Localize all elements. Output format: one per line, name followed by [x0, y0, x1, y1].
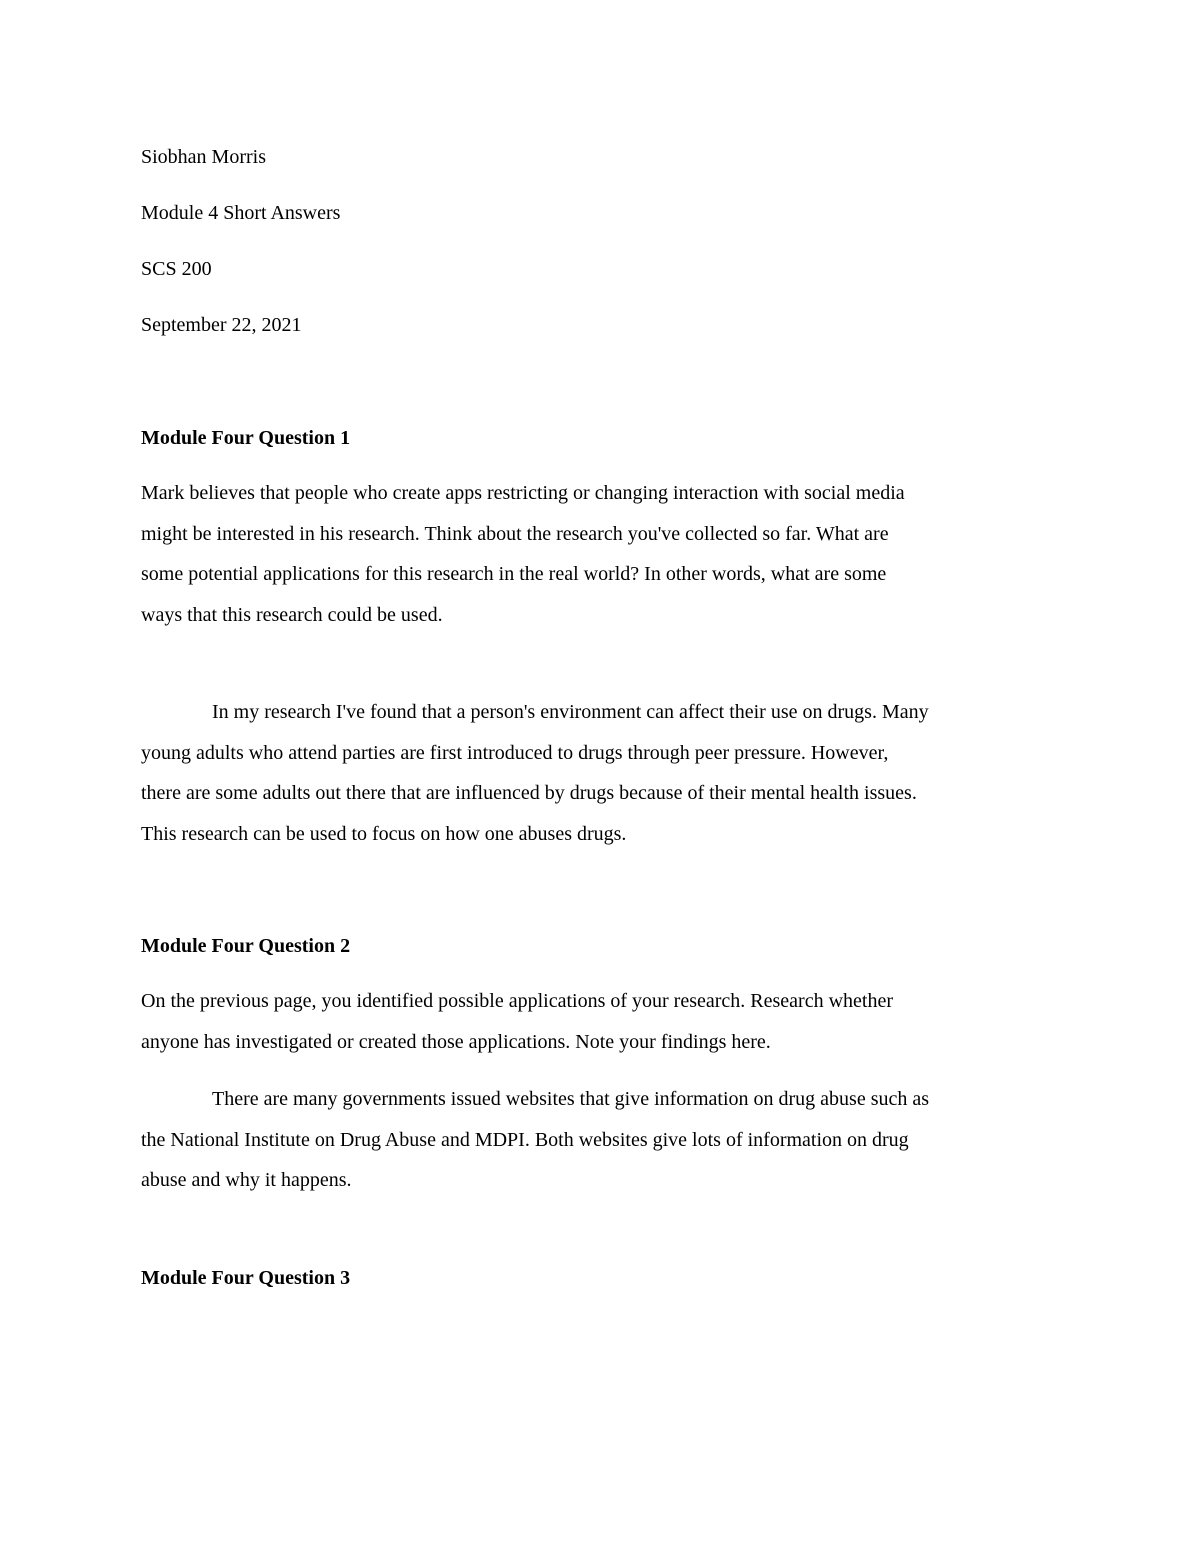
question-2-answer-line: the National Institute on Drug Abuse and MDPI. Both websites give lots of information on drug [141, 1128, 909, 1151]
question-3-heading: Module Four Question 3 [141, 1267, 351, 1289]
question-2-prompt [141, 981, 1061, 1062]
question-2-answer-line: abuse and why it happens. [141, 1169, 352, 1191]
question-1-prompt-line: Mark believes that people who create apps restricting or changing interaction with social media [141, 482, 905, 504]
question-1-prompt [141, 473, 1061, 635]
question-1-prompt-line: ways that this research could be used. [141, 603, 443, 626]
author-name: Siobhan Morris [141, 146, 266, 168]
question-1-answer [141, 692, 1061, 854]
question-2-heading: Module Four Question 2 [141, 935, 351, 957]
question-1-answer-line: young adults who attend parties are first introduced to drugs through peer pressure. However, [141, 741, 889, 764]
question-2-answer [141, 1079, 1061, 1201]
course-code: SCS 200 [141, 258, 212, 280]
question-1-prompt-line: some potential applications for this research in the real world? In other words, what are some [141, 563, 887, 585]
document-date: September 22, 2021 [141, 314, 302, 336]
question-2-prompt-line: anyone has investigated or created those applications. Note your findings here. [141, 1030, 771, 1053]
question-1-prompt-line: might be interested in his research. Think about the research you've collected so far. What are [141, 522, 889, 545]
question-2-answer-line: There are many governments issued websites that give information on drug abuse such as [212, 1088, 930, 1110]
question-1-heading: Module Four Question 1 [141, 427, 351, 449]
question-1-answer-line: In my research I've found that a person's environment can affect their use on drugs. Many [212, 701, 929, 723]
assignment-title: Module 4 Short Answers [141, 202, 341, 224]
question-1-answer-line: there are some adults out there that are influenced by drugs because of their mental health issues. [141, 782, 917, 804]
question-1-answer-line: This research can be used to focus on how one abuses drugs. [141, 822, 627, 845]
question-2-prompt-line: On the previous page, you identified possible applications of your research. Research whether [141, 990, 893, 1012]
